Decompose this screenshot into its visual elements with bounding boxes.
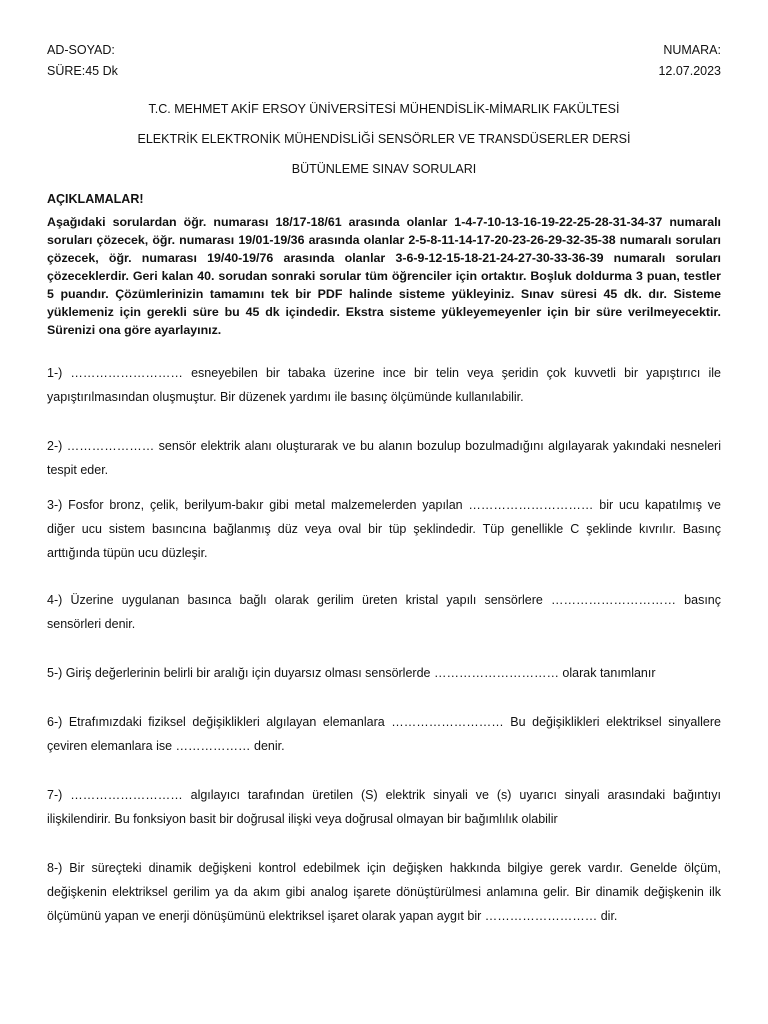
instructions-body: Aşağıdaki sorulardan öğr. numarası 18/17-18/61 arasında olanlar 1-4-7-10-13-16-19-22-25-28-31-34-37 numaralı soruları çözecek, öğr. numarası 19/01-19/36 arasında olanlar 2-5-8-11-14-17-20-23-26-29-32-35-38 numaralı soruları çözecek, öğr. numarası 19/40-19/76 arasında olanlar 3-6-9-12-15-18-21-24-27-30-33-36-39 numaralı soruları çözeceklerdir. Geri kalan 40. sorudan sonraki sorular tüm öğrenciler için ortaktır. Boşluk doldurma 3 puan, testler 5 puandır. Çözümlerinizin tamamını tek bir PDF halinde sisteme yükleyiniz. Sınav süresi 45 dk. dır. Sisteme yüklemeniz için gerekli süre bu 45 dk içindedir. Ekstra sisteme yükleyemeyenler için bir süre verilmeyecektir. Sürenizi ona göre ayarlayınız. bbox=[47, 215, 721, 337]
question-8: 8-) Bir süreçteki dinamik değişkeni kontrol edebilmek için değişken hakkında bilgiye gerek vardır. Genelde ölçüm, değişkenin elektriksel gerilim ya da akım gibi analog işarete dönüştürülmesi anlamına gelir. Bir dinamik değişkenin ilk ölçümünü yapan ve enerji dönüşümünü elektriksel işaret olarak yapan aygıt bir ……………………… dir. bbox=[47, 861, 721, 923]
duration-label: SÜRE:45 Dk bbox=[47, 64, 118, 78]
course-title: ELEKTRİK ELEKTRONİK MÜHENDİSLİĞİ SENSÖRLER VE TRANSDÜSERLER DERSİ bbox=[137, 132, 631, 146]
question-2: 2-) ………………… sensör elektrik alanı oluşturarak ve bu alanın bozulup bozulmadığını algılayarak yakındaki nesneleri tespit eder. bbox=[47, 439, 721, 477]
exam-date: 12.07.2023 bbox=[658, 64, 721, 78]
exam-title: BÜTÜNLEME SINAV SORULARI bbox=[291, 162, 477, 176]
question-1: 1-) ……………………… esneyebilen bir tabaka üzerine ince bir telin veya şeridin çok kuvvetli bir yapıştırıcı ile yapıştırılmasından oluşmuştur. Bir düzenek yardımı ile basınç ölçümünde kullanılabilir. bbox=[47, 366, 721, 404]
question-5: 5-) Giriş değerlerinin belirli bir aralığı için duyarsız olması sensörlerde ………………………… olarak tanımlanır bbox=[47, 666, 656, 680]
number-label: NUMARA: bbox=[663, 43, 721, 57]
header-row-1 bbox=[47, 40, 721, 61]
instructions-heading: AÇIKLAMALAR! bbox=[47, 192, 144, 206]
university-title: T.C. MEHMET AKİF ERSOY ÜNİVERSİTESİ MÜHENDİSLİK-MİMARLIK FAKÜLTESİ bbox=[148, 102, 620, 116]
question-6: 6-) Etrafımızdaki fiziksel değişiklikleri algılayan elemanlara ……………………… Bu değişiklikleri elektriksel sinyallere çeviren elemanlara ise ……………… denir. bbox=[47, 715, 721, 753]
question-4: 4-) Üzerine uygulanan basınca bağlı olarak gerilim üreten kristal yapılı sensörlere ………………………… basınç sensörleri denir. bbox=[47, 593, 721, 631]
header-row-2 bbox=[47, 61, 721, 82]
question-7: 7-) ……………………… algılayıcı tarafından üretilen (S) elektrik sinyali ve (s) uyarıcı sinyali arasındaki bağıntıyı ilişkilendirir. Bu fonksiyon basit bir doğrusal ilişki veya doğrusal olmayan bir bağımlılık olabilir bbox=[47, 788, 721, 826]
question-3: 3-) Fosfor bronz, çelik, berilyum-bakır gibi metal malzemelerden yapılan ………………………… bir ucu kapatılmış ve diğer ucu sistem basıncına bağlanmış düz veya oval bir tüp şeklindedir. Tüp genellikle C şeklinde kıvrılır. Basınç arttığında tüpün ucu düzleşir. bbox=[47, 498, 721, 560]
name-label: AD-SOYAD: bbox=[47, 43, 115, 57]
